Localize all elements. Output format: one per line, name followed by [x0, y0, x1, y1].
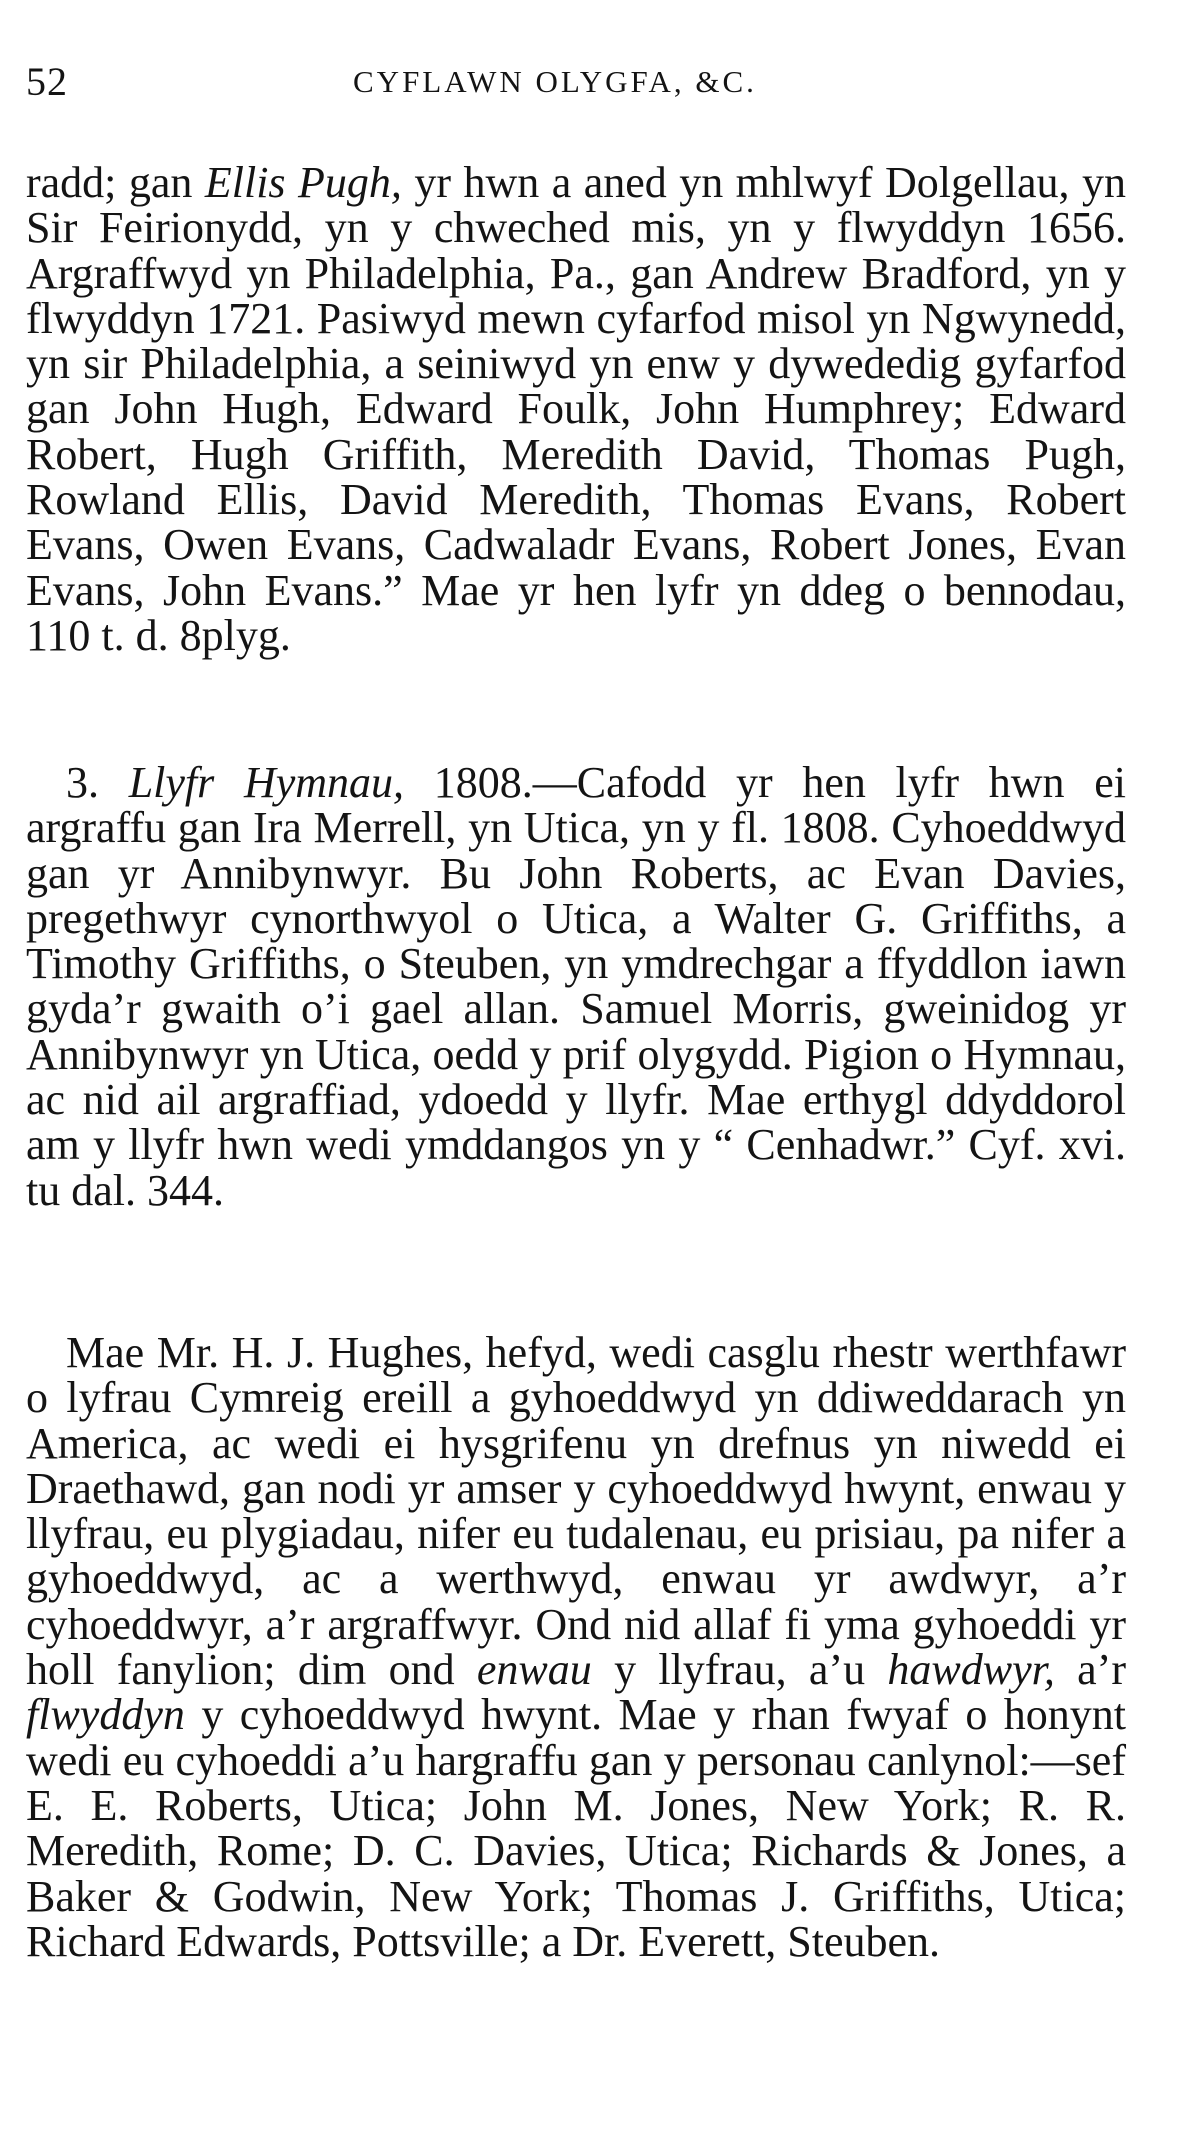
- italic-word-flwyddyn: flwyddyn: [26, 1690, 185, 1740]
- text-run: 3.: [66, 758, 129, 807]
- text-run: yr hwn a aned yn mhlwyf Dolgellau, yn Sir Feirionydd, yn y chweched mis, yn y flwyddyn 1656. Argraffwyd yn Philadelphia, Pa., gan Andrew Bradford, yn y flwyddyn 1721. Pasiwyd mewn cyfarfod misol yn Ngwynedd, yn sir Philadelphia, a seiniwyd yn enw y dywededig gyfarfod gan John Hugh, Edward Foulk, John Humphrey; Edward Robert, Hugh Griffith, Meredith David, Thomas Pugh, Rowland Ellis, David Meredith, Thomas Evans, Robert Evans, Owen Evans, Cadwaladr Evans, Robert Jones, Evan Evans, John Evans.” Mae yr hen lyfr yn ddeg o bennodau, 110 t. d. 8plyg.: [26, 158, 1126, 660]
- text-run: a’r: [1054, 1645, 1126, 1695]
- running-head: CYFLAWN OLYGFA, &C.: [353, 64, 757, 99]
- text-run: y cyhoeddwyd hwynt. Mae y rhan fwyaf o honynt wedi eu cyhoeddi a’u hargraffu gan y personau canlynol:—sef E. E. Roberts, Utica; John M. Jones, New York; R. R. Meredith, Rome; D. C. Davies, Utica; Richards & Jones, a Baker & Godwin, New York; Thomas J. Griffiths, Utica; Richard Edwards, Pottsville; a Dr. Everett, Steuben.: [26, 1690, 1126, 1966]
- text-run: 1808.—Cafodd yr hen lyfr hwn ei argraffu gan Ira Merrell, yn Utica, yn y fl. 1808. Cyhoeddwyd gan yr Annibynwyr. Bu John Roberts, ac Evan Davies, pregethwyr cynorthwyol o Utica, a Walter G. Griffiths, a Timothy Griffiths, o Steuben, yn ymdrechgar a ffyddlon iawn gyda’r gwaith o’i gael allan. Samuel Morris, gweinidog yr Annibynwyr yn Utica, oedd y prif olygydd. Pigion o Hymnau, ac nid ail argraffiad, ydoedd y llyfr. Mae erthygl ddyddorol am y llyfr hwn wedi ymddangos yn y “ Cenhadwr.” Cyf. xvi. tu dal. 344.: [26, 758, 1127, 1215]
- text-run: y llyfrau, a’u: [591, 1645, 888, 1695]
- italic-book-title: Llyfr Hymnau,: [128, 758, 405, 807]
- page-number: 52: [26, 59, 68, 104]
- page-header: [26, 58, 1126, 118]
- paragraph-hughes-list: [26, 1330, 1126, 1964]
- italic-word-enwau: enwau: [476, 1645, 592, 1695]
- italic-author-name: Ellis Pugh,: [204, 158, 402, 207]
- paragraph-ellis-pugh: [26, 160, 1126, 658]
- text-run: Mae Mr. H. J. Hughes, hefyd, wedi casglu rhestr werthfawr o lyfrau Cymreig ereill a gyhoeddwyd yn ddiweddarach yn America, ac wedi ei hysgrifenu yn drefnus yn niwedd ei Draethawd, gan nodi yr amser y cyhoeddwyd hwynt, enwau y llyfrau, eu plygiadau, nifer eu tudalenau, eu prisiau, pa nifer a gyhoeddwyd, ac a werthwyd, enwau yr awdwyr, a’r cyhoeddwyr, a’r argraffwyr. Ond nid allaf fi yma gyhoeddi yr holl fanylion; dim ond: [26, 1328, 1126, 1695]
- italic-word-hawdwyr: hawdwyr,: [887, 1645, 1055, 1695]
- paragraph-llyfr-hymnau: [26, 760, 1126, 1213]
- text-run: radd; gan: [26, 158, 205, 207]
